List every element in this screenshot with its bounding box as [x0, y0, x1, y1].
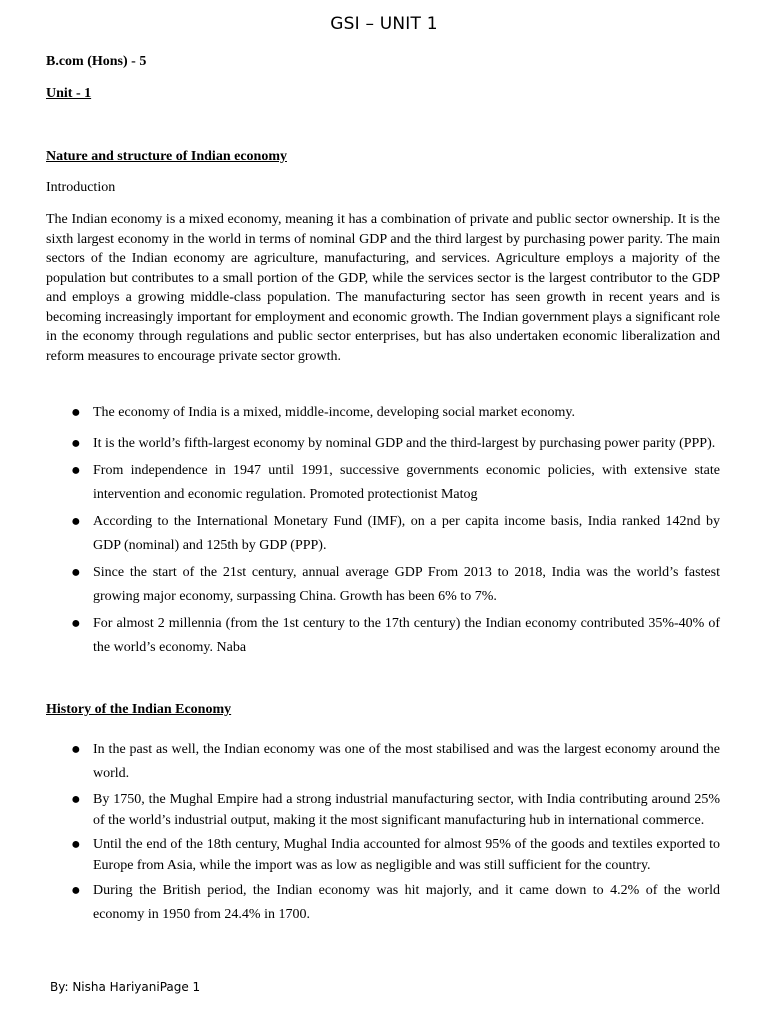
section-title-history: History of the Indian Economy — [46, 702, 232, 717]
introduction-label: Introduction — [46, 180, 116, 195]
bullet-icon: ● — [71, 462, 81, 479]
bullet-icon: ● — [71, 513, 81, 530]
course-name: B.com (Hons) - 5 — [46, 54, 147, 69]
list-item: ● For almost 2 millennia (from the 1st century to the 17th century) the Indian economy contributed 35%-40% of the world’s economy. Naba — [46, 612, 720, 660]
bullet-icon: ● — [71, 615, 81, 632]
list-item: ● In the past as well, the Indian economy was one of the most stabilised and was the largest economy around the world. — [46, 738, 720, 786]
page-header-title: GSI – UNIT 1 — [330, 14, 438, 34]
unit-label: Unit - 1 — [46, 86, 92, 101]
list-item: ● From independence in 1947 until 1991, successive governments economic policies, with extensive state intervention and economic regulation. Promoted protectionist Matog — [46, 459, 720, 507]
page-footer: By: Nisha HariyaniPage 1 — [50, 980, 201, 994]
list-item: ● During the British period, the Indian economy was hit majorly, and it came down to 4.2% of the world economy in 1950 from 24.4% in 1700. — [46, 879, 720, 927]
introduction-paragraph: The Indian economy is a mixed economy, meaning it has a combination of private and public sector ownership. It is the sixth largest economy in the world in terms of nominal GDP and the third largest by purchasing power parity. The main sectors of the Indian economy are agriculture, manufacturing, and services. Agriculture employs a majority of the population but contributes to a small portion of the GDP, while the services sector is the largest contributor to the GDP and employs a growing middle-class population. The manufacturing sector has seen growth in recent years and is becoming increasingly important for employment and economic growth. The Indian government plays a significant role in the economy through regulations and public sector enterprises, but has also undertaken economic liberalization and reform measures to encourage private sector growth. — [46, 212, 720, 364]
list-item: ● According to the International Monetary Fund (IMF), on a per capita income basis, India ranked 142nd by GDP (nominal) and 125th by GDP (PPP). — [46, 510, 720, 558]
section-title-nature: Nature and structure of Indian economy — [46, 149, 287, 164]
bullet-icon: ● — [71, 564, 81, 581]
list-item: ● Since the start of the 21st century, annual average GDP From 2013 to 2018, India was the world’s fastest growing major economy, surpassing China. Growth has been 6% to 7%. — [46, 561, 720, 609]
nature-bullet-list — [46, 401, 720, 663]
bullet-icon: ● — [71, 836, 81, 853]
bullet-icon: ● — [71, 791, 81, 808]
bullet-icon: ● — [71, 404, 81, 421]
bullet-icon: ● — [71, 435, 81, 452]
bullet-icon: ● — [71, 882, 81, 899]
bullet-icon: ● — [71, 741, 81, 758]
history-bullet-list — [46, 738, 720, 930]
list-item: ● Until the end of the 18th century, Mughal India accounted for almost 95% of the goods and textiles exported to Europe from Asia, while the import was as low as negligible and was still sufficient for the country. — [71, 836, 720, 873]
list-item: ● It is the world’s fifth-largest economy by nominal GDP and the third-largest by purchasing power parity (PPP). — [46, 432, 720, 456]
list-item: ● The economy of India is a mixed, middle-income, developing social market economy. — [46, 401, 720, 425]
list-item: ● By 1750, the Mughal Empire had a strong industrial manufacturing sector, with India contributing around 25% of the world’s industrial output, making it the most significant manufacturing hub in international commerce. — [71, 791, 720, 828]
